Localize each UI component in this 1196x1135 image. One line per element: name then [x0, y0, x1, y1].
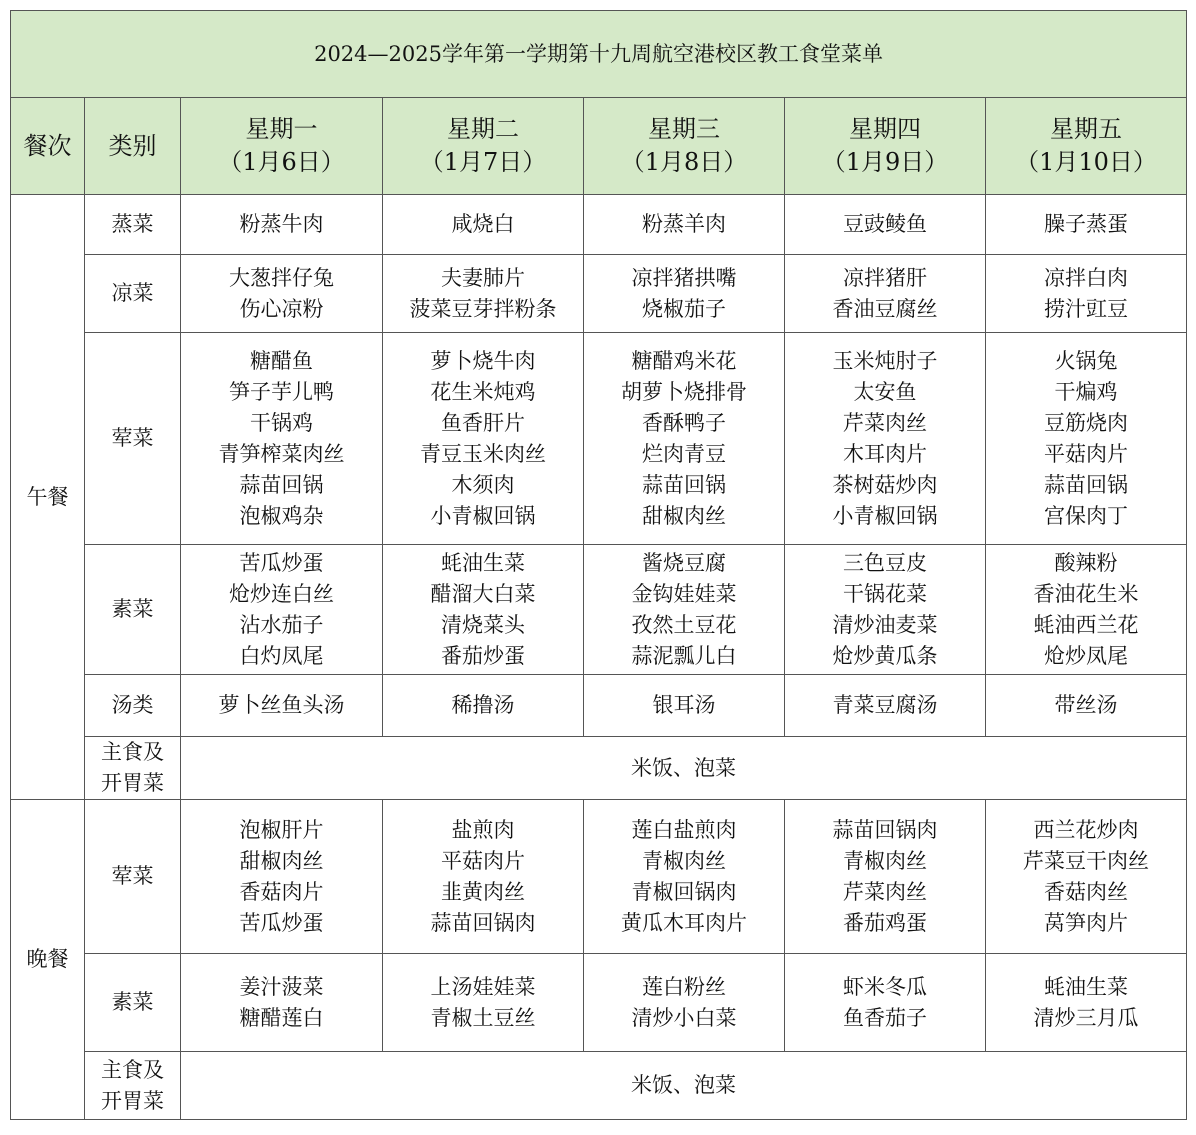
dish-item: 金钩娃娃菜	[631, 581, 737, 606]
menu-cell-mon	[181, 333, 383, 545]
dish-item: 太安鱼	[853, 379, 917, 404]
day-date: （1月6日）	[218, 148, 345, 176]
dish-item: 伤心凉粉	[239, 296, 324, 321]
menu-cell-mon	[181, 195, 383, 255]
dish-item: 蒜苗回锅肉	[430, 910, 536, 935]
menu-title: 2024—2025学年第一学期第十九周航空港校区教工食堂菜单	[11, 11, 1187, 98]
day-date: （1月9日）	[821, 148, 949, 176]
staple-category-line: 主食及	[101, 740, 164, 764]
dish-item: 甜椒肉丝	[239, 848, 324, 873]
menu-cell-tue	[383, 545, 584, 675]
dish-item: 黄瓜木耳肉片	[621, 910, 747, 935]
dish-item: 木须肉	[451, 472, 515, 497]
dish-item: 香油豆腐丝	[832, 296, 938, 321]
lunch-row	[11, 675, 1187, 737]
dish-item: 青豆玉米肉丝	[420, 441, 546, 466]
lunch-row	[11, 195, 1187, 255]
dish-item: 番茄鸡蛋	[843, 910, 927, 935]
dish-item: 烧椒茄子	[642, 296, 726, 321]
dish-item: 小青椒回锅	[832, 503, 938, 528]
dish-item: 糖醋莲白	[239, 1005, 324, 1030]
dish-item: 带丝汤	[1054, 693, 1118, 717]
dish-item: 炝炒黄瓜条	[832, 643, 938, 668]
dish-item: 咸烧白	[451, 212, 515, 236]
dish-item: 菠菜豆芽拌粉条	[409, 296, 557, 321]
dish-item: 西兰花炒肉	[1033, 817, 1139, 842]
menu-cell-thu	[785, 333, 986, 545]
dish-item: 香菇肉丝	[1044, 879, 1129, 904]
dish-item: 三色豆皮	[843, 550, 927, 575]
dish-item: 烂肉青豆	[642, 441, 726, 466]
dish-item: 粉蒸羊肉	[642, 212, 726, 236]
dish-item: 平菇肉片	[1044, 441, 1129, 466]
day-name: 星期三	[648, 115, 720, 143]
header-row	[11, 98, 1187, 195]
dish-item: 干锅花菜	[843, 581, 927, 606]
category-label: 荤菜	[85, 333, 181, 545]
menu-cell-fri	[986, 333, 1187, 545]
day-name: 星期二	[447, 115, 519, 143]
lunch-row	[11, 255, 1187, 333]
dinner-row	[11, 954, 1187, 1052]
menu-cell-mon	[181, 545, 383, 675]
dish-item: 蒜苗回锅肉	[832, 817, 938, 842]
dish-item: 青菜豆腐汤	[832, 693, 938, 717]
menu-cell-thu	[785, 195, 986, 255]
dish-item: 青椒肉丝	[642, 848, 726, 873]
category-label: 汤类	[85, 675, 181, 737]
dish-item: 清炒小白菜	[631, 1005, 737, 1030]
dish-item: 炝炒连白丝	[229, 581, 334, 606]
dish-item: 宫保肉丁	[1044, 503, 1129, 528]
dish-item: 蒜苗回锅	[642, 472, 726, 497]
dish-item: 木耳肉片	[843, 441, 927, 466]
dish-item: 芹菜肉丝	[843, 879, 927, 904]
dish-item: 虾米冬瓜	[843, 974, 927, 999]
menu-cell-fri	[986, 954, 1187, 1052]
dish-item: 捞汁豇豆	[1044, 296, 1129, 321]
staple-value: 米饭、泡菜	[181, 1052, 1187, 1120]
dish-item: 酸辣粉	[1054, 550, 1118, 575]
staple-category-label	[85, 1052, 181, 1120]
dish-item: 香酥鸭子	[642, 410, 726, 435]
dish-item: 莲白盐煎肉	[631, 817, 737, 842]
menu-cell-thu	[785, 255, 986, 333]
dish-item: 泡椒鸡杂	[239, 503, 324, 528]
day-name: 星期四	[849, 115, 921, 143]
dish-item: 青椒回锅肉	[631, 879, 737, 904]
day-header-wed	[584, 98, 785, 195]
dish-item: 孜然土豆花	[631, 612, 737, 637]
menu-cell-fri	[986, 255, 1187, 333]
menu-cell-tue	[383, 195, 584, 255]
menu-cell-wed	[584, 800, 785, 954]
dinner-staple-row	[11, 1052, 1187, 1120]
category-label: 蒸菜	[85, 195, 181, 255]
dish-item: 炝炒凤尾	[1044, 643, 1129, 668]
day-header-fri	[986, 98, 1187, 195]
category-label: 素菜	[85, 545, 181, 675]
lunch-row	[11, 333, 1187, 545]
dish-item: 大葱拌仔兔	[229, 265, 334, 290]
menu-cell-mon	[181, 675, 383, 737]
menu-cell-tue	[383, 333, 584, 545]
menu-cell-fri	[986, 800, 1187, 954]
dish-item: 上汤娃娃菜	[430, 974, 536, 999]
day-date: （1月7日）	[419, 148, 547, 176]
menu-cell-tue	[383, 255, 584, 333]
dish-item: 豆筋烧肉	[1044, 410, 1129, 435]
dish-item: 夫妻肺片	[441, 265, 525, 290]
dish-item: 鱼香茄子	[843, 1005, 927, 1030]
day-header-tue	[383, 98, 584, 195]
dish-item: 蚝油西兰花	[1033, 612, 1139, 637]
menu-cell-wed	[584, 333, 785, 545]
lunch-staple-row	[11, 737, 1187, 800]
menu-cell-thu	[785, 675, 986, 737]
dish-item: 笋子芋儿鸭	[229, 379, 334, 404]
menu-cell-wed	[584, 195, 785, 255]
menu-cell-thu	[785, 954, 986, 1052]
menu-cell-wed	[584, 545, 785, 675]
dish-item: 盐煎肉	[451, 817, 515, 842]
dish-item: 泡椒肝片	[239, 817, 324, 842]
dish-item: 蚝油生菜	[1044, 974, 1129, 999]
menu-cell-mon	[181, 954, 383, 1052]
dish-item: 凉拌白肉	[1044, 265, 1129, 290]
dish-item: 白灼凤尾	[239, 643, 324, 668]
category-label: 凉菜	[85, 255, 181, 333]
dish-item: 稀撸汤	[451, 693, 515, 717]
dish-item: 香油花生米	[1033, 581, 1139, 606]
menu-cell-fri	[986, 675, 1187, 737]
dish-item: 蚝油生菜	[441, 550, 525, 575]
dish-item: 莴笋肉片	[1044, 910, 1129, 935]
menu-cell-mon	[181, 255, 383, 333]
dinner-meal-label: 晚餐	[11, 800, 85, 1120]
dish-item: 醋溜大白菜	[430, 581, 536, 606]
menu-cell-wed	[584, 954, 785, 1052]
dish-item: 粉蒸牛肉	[239, 212, 324, 236]
meal-header: 餐次	[11, 98, 85, 195]
dish-item: 蒜苗回锅	[1044, 472, 1129, 497]
dish-item: 蒜泥瓢儿白	[631, 643, 737, 668]
menu-cell-tue	[383, 675, 584, 737]
dish-item: 清炒油麦菜	[832, 612, 938, 637]
dish-item: 干锅鸡	[250, 410, 313, 435]
dish-item: 臊子蒸蛋	[1044, 212, 1129, 236]
menu-cell-wed	[584, 255, 785, 333]
staple-category-line: 开胃菜	[101, 771, 164, 795]
dish-item: 莲白粉丝	[642, 974, 726, 999]
menu-cell-fri	[986, 545, 1187, 675]
lunch-meal-label: 午餐	[11, 195, 85, 800]
dish-item: 火锅兔	[1054, 348, 1118, 373]
menu-cell-fri	[986, 195, 1187, 255]
dish-item: 胡萝卜烧排骨	[621, 379, 747, 404]
dish-item: 香菇肉片	[239, 879, 324, 904]
category-label: 素菜	[85, 954, 181, 1052]
menu-cell-mon	[181, 800, 383, 954]
dish-item: 甜椒肉丝	[642, 503, 726, 528]
menu-cell-thu	[785, 800, 986, 954]
dish-item: 豆豉鲮鱼	[843, 212, 927, 236]
dish-item: 玉米炖肘子	[832, 348, 938, 373]
staple-value: 米饭、泡菜	[181, 737, 1187, 800]
menu-table	[10, 10, 1187, 1120]
day-name: 星期五	[1050, 115, 1123, 143]
menu-cell-tue	[383, 800, 584, 954]
dish-item: 萝卜烧牛肉	[430, 348, 536, 373]
day-header-mon	[181, 98, 383, 195]
staple-category-line: 开胃菜	[101, 1088, 164, 1113]
day-header-thu	[785, 98, 986, 195]
day-date: （1月8日）	[620, 148, 748, 176]
dish-item: 凉拌猪肝	[843, 265, 927, 290]
day-date: （1月10日）	[1015, 148, 1157, 176]
day-name: 星期一	[245, 115, 318, 143]
staple-category-label	[85, 737, 181, 800]
dish-item: 平菇肉片	[441, 848, 525, 873]
dish-item: 干煸鸡	[1054, 379, 1118, 404]
dish-item: 酱烧豆腐	[642, 550, 726, 575]
dish-item: 糖醋鱼	[250, 348, 313, 373]
dish-item: 鱼香肝片	[441, 410, 525, 435]
dish-item: 青笋榨菜肉丝	[218, 441, 345, 466]
dish-item: 花生米炖鸡	[430, 379, 536, 404]
dish-item: 番茄炒蛋	[441, 643, 525, 668]
menu-cell-wed	[584, 675, 785, 737]
dish-item: 苦瓜炒蛋	[239, 550, 324, 575]
staple-category-line: 主食及	[101, 1057, 164, 1082]
category-header: 类别	[85, 98, 181, 195]
dish-item: 沾水茄子	[239, 612, 324, 637]
menu-cell-thu	[785, 545, 986, 675]
dish-item: 芹菜肉丝	[843, 410, 927, 435]
category-label: 荤菜	[85, 800, 181, 954]
dinner-row	[11, 800, 1187, 954]
dish-item: 芹菜豆干肉丝	[1023, 848, 1150, 873]
dish-item: 姜汁菠菜	[239, 974, 324, 999]
dish-item: 青椒肉丝	[843, 848, 927, 873]
dish-item: 糖醋鸡米花	[631, 348, 737, 373]
dish-item: 凉拌猪拱嘴	[631, 265, 737, 290]
dish-item: 清烧菜头	[441, 612, 525, 637]
menu-cell-tue	[383, 954, 584, 1052]
dish-item: 茶树菇炒肉	[832, 472, 938, 497]
dish-item: 清炒三月瓜	[1033, 1005, 1139, 1030]
dish-item: 蒜苗回锅	[239, 472, 324, 497]
dish-item: 苦瓜炒蛋	[239, 910, 324, 935]
dish-item: 小青椒回锅	[430, 503, 536, 528]
dish-item: 银耳汤	[652, 693, 716, 717]
dish-item: 萝卜丝鱼头汤	[218, 693, 345, 717]
lunch-row	[11, 545, 1187, 675]
dish-item: 青椒土豆丝	[430, 1005, 536, 1030]
dish-item: 韭黄肉丝	[441, 879, 525, 904]
